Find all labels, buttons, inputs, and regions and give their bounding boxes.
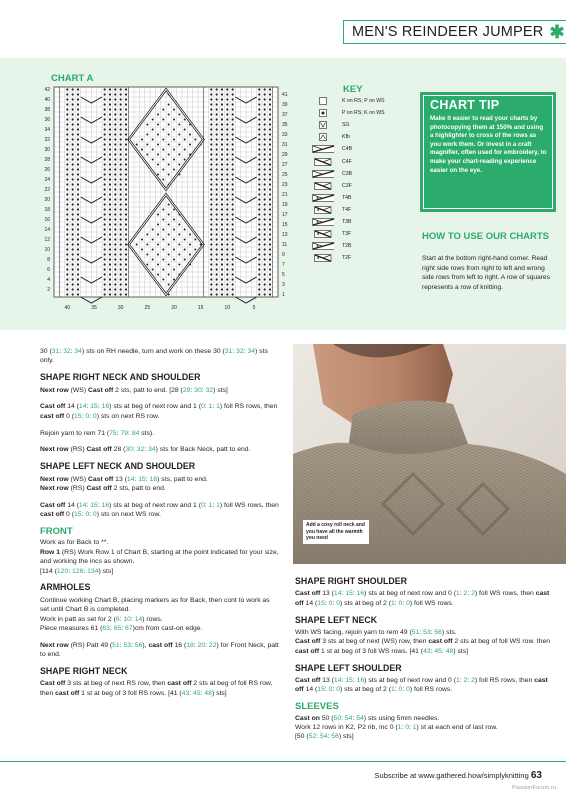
row-number-right: 3 [282, 282, 285, 289]
kfb-icon [312, 133, 334, 141]
key-item [312, 133, 350, 141]
section-heading: ARMHOLES [40, 582, 91, 593]
key-item [312, 145, 352, 153]
row-number-left: 16 [44, 217, 50, 224]
key-label: T2B [342, 243, 352, 250]
row-number-left: 10 [44, 247, 50, 254]
row-number-left: 6 [47, 267, 50, 274]
key-item [312, 97, 385, 105]
paragraph: Rejoin yarn to rem 71 (75: 79: 84 sts). [40, 429, 155, 437]
row-number-left: 4 [47, 277, 50, 284]
stitch-number: 15 [197, 305, 204, 311]
key-item [312, 218, 352, 226]
chart-tip-title: CHART TIP [430, 98, 500, 112]
row-number-right: 31 [282, 142, 288, 149]
paragraph: Continue working Chart B, placing markers as for Back, then cont to work as set until Chart B is completed. Work in patt as set for 2 (6: 10: 14) rows. Piece measures 61 (63: 65: 67)cm from cast-on edge. [40, 596, 270, 633]
paragraph: With WS facing, rejoin yarn to rem 49 (51: 53: 56) sts. Cast off 3 sts at beg of next (WS) row, then cast off 2 sts at beg of foll WS row. then cast off 1 st at beg of 3 foll WS rows. [41 (43: 45: 48) sts] [295, 629, 551, 655]
paragraph: Cast off 14 (14: 15: 16) sts at beg of next row and 1 (0: 1: 1) foll WS rows, then cast off 0 (15: 0: 0) sts on next WS row. [40, 501, 279, 519]
row-number-left: 28 [44, 157, 50, 164]
page-number: 63 [530, 770, 542, 781]
t3b-icon [312, 218, 334, 226]
key-item [312, 121, 350, 129]
key-label: C3F [342, 182, 352, 189]
key-label: T3B [342, 219, 352, 225]
key-item [312, 170, 352, 178]
row-number-left: 22 [44, 187, 50, 194]
row-number-right: 1 [282, 292, 285, 299]
row-number-left: 8 [47, 257, 50, 264]
key-item [312, 242, 352, 250]
instructions-right-column [295, 575, 553, 749]
c4f-icon [312, 158, 334, 166]
paragraph: Work as for Back to **. Row 1 (RS) Work Row 1 of Chart B, starting at the point indicated for your size, and working the incs as shown. [114 (120: 126: 134) sts] [40, 539, 279, 575]
paragraph: Next row (WS) Cast off 13 (14: 15: 16) sts, patt to end. Next row (RS) Cast off 2 sts, patt to end. [40, 475, 208, 493]
row-number-right: 9 [282, 252, 285, 259]
key-label: C4B [342, 146, 353, 153]
section-heading: SLEEVES [295, 701, 339, 713]
row-number-left: 2 [47, 287, 50, 294]
c3b-icon [312, 170, 334, 178]
c3f-icon [312, 182, 334, 190]
row-number-right: 15 [282, 222, 288, 229]
row-number-left: 42 [44, 87, 50, 94]
pattern-title: MEN'S REINDEER JUMPER [352, 24, 544, 40]
row-number-left: 18 [44, 207, 50, 214]
asterisk-icon: ✱ [549, 22, 565, 42]
row-number-right: 27 [282, 162, 288, 169]
row-number-right: 17 [282, 212, 288, 219]
key-label: T2F [342, 255, 352, 262]
stitch-number: 25 [144, 305, 151, 311]
dot-square-icon [312, 109, 334, 117]
section-heading: FRONT [40, 526, 73, 538]
key-label: Sl1 [342, 122, 350, 129]
row-number-right: 5 [282, 272, 285, 279]
key-item [312, 254, 351, 262]
key-item [312, 230, 351, 238]
key-label: C3B [342, 170, 353, 177]
t4b-icon [312, 194, 334, 202]
row-number-right: 29 [282, 152, 288, 159]
key-item [312, 182, 352, 190]
row-number-right: 7 [282, 262, 285, 269]
footer-rule [0, 761, 566, 762]
key-item [312, 194, 352, 202]
stitch-number: 10 [224, 305, 231, 311]
photo-caption: Add a cosy roll neck and you have all the warmth you need [303, 520, 369, 544]
row-number-left: 40 [44, 97, 50, 104]
row-number-right: 19 [282, 202, 288, 209]
instructions-left-column [40, 347, 280, 706]
t4f-icon [312, 206, 334, 214]
key-label: T3F [342, 231, 352, 238]
row-number-left: 38 [44, 107, 50, 114]
chart-tip-box [420, 92, 556, 212]
paragraph: Cast off 13 (14: 15: 16) sts at beg of next row and 0 (1: 2: 2) foll RS rows, then cast off 14 (15: 0: 0) sts at beg of 2 (1: 0: 0) foll RS rows. [295, 677, 548, 694]
row-number-left: 20 [44, 197, 50, 204]
paragraph: Next row (RS) Cast off 28 (30: 32: 34) sts for Back Neck, patt to end. [40, 446, 251, 454]
section-header [343, 20, 566, 44]
row-number-right: 35 [282, 122, 288, 129]
key-item [312, 109, 385, 117]
empty-square-icon [312, 97, 334, 105]
t2b-icon [312, 242, 334, 250]
row-number-right: 37 [282, 112, 288, 119]
row-number-left: 36 [44, 117, 50, 124]
row-number-right: 39 [282, 102, 288, 109]
row-number-right: 21 [282, 192, 288, 199]
section-heading: SHAPE LEFT SHOULDER [295, 662, 402, 673]
footer [375, 770, 542, 781]
paragraph: Cast off 3 sts at beg of next RS row, then cast off 2 sts at beg of foll RS row, then cast off 1 st at beg of 3 foll RS rows. [41 (43: 45: 48) sts] [40, 680, 273, 697]
key-label: T4F [342, 206, 352, 213]
key-label: C4F [342, 158, 352, 165]
paragraph: Cast off 13 (14: 15: 16) sts at beg of next row and 0 (1: 2: 2) foll WS rows, then cast off 14 (15: 0: 0) sts at beg of 2 (1: 0: 0) foll WS rows. [295, 590, 550, 607]
row-number-right: 41 [282, 92, 288, 99]
paragraph: 30 (31: 32: 34) sts on RH needle, turn and work on these 30 (31: 32: 34) sts only. [40, 348, 268, 365]
t2f-icon [312, 254, 334, 262]
paragraph: Cast off 14 (14: 15: 16) sts at beg of next row and 1 (0: 1: 1) foll RS rows, then cast off 0 (15: 0: 0) sts on next RS row. [40, 403, 278, 420]
paragraph: Cast on 50 (50: 54: 54) sts using 5mm needles. Work 12 rows in K2, P2 rib, inc 0 (1: 0: 1) st at each end of last row. [50 (52: 54: 56) sts] [295, 714, 498, 741]
key-item [312, 158, 352, 166]
row-number-left: 30 [44, 147, 50, 154]
key-label: P on RS; K on WS [342, 110, 385, 117]
paragraph: Next row (RS) Patt 49 (51: 53: 56), cast off 16 (18: 20: 22) for Front Neck, patt to end. [40, 641, 279, 659]
subscribe-link[interactable]: Subscribe at www.gathered.how/simplyknitting [374, 771, 529, 780]
section-heading: SHAPE RIGHT SHOULDER [295, 576, 407, 586]
key-label: T4B [342, 194, 352, 201]
paragraph: Next row (WS) Cast off 2 sts, patt to end. [28 (29: 30: 32) sts] [40, 386, 228, 394]
stitch-number: 30 [117, 305, 124, 311]
stitch-number: 20 [171, 305, 177, 311]
section-heading: SHAPE LEFT NECK [295, 614, 378, 625]
c4b-icon [312, 145, 334, 153]
section-heading: SHAPE RIGHT NECK AND SHOULDER [40, 372, 201, 383]
stitch-number: 5 [252, 305, 256, 311]
row-number-right: 13 [282, 232, 288, 239]
chart-tip-body: Make it easier to read your charts by photocopying them at 150% and using a highlighter to cross of the rows as you work them. Or invest in a craft magnifier, often used for embroidery, to make your chart-reading experience easier on the eye. [430, 115, 547, 174]
section-heading: SHAPE LEFT NECK AND SHOULDER [40, 461, 196, 472]
knitting-chart [36, 84, 298, 320]
chart-grid [54, 87, 278, 303]
section-heading: SHAPE RIGHT NECK [40, 666, 128, 677]
how-to-title: HOW TO USE OUR CHARTS [422, 231, 550, 242]
stitch-number: 40 [64, 305, 71, 311]
t3f-icon [312, 230, 334, 238]
chart-title: CHART A [51, 73, 94, 84]
key-title: KEY [343, 84, 363, 95]
row-number-left: 26 [44, 167, 50, 174]
row-number-left: 24 [44, 177, 50, 184]
row-number-left: 34 [44, 127, 50, 134]
row-number-right: 23 [282, 182, 288, 189]
row-number-right: 11 [282, 242, 288, 249]
slip-stitch-icon [312, 121, 334, 129]
row-number-left: 14 [44, 227, 50, 234]
key-item [312, 206, 351, 214]
how-to-body: Start at the bottom right-hand corner. Read right side rows from right to left and wrong side rows from left to right. A row of squares represents a row of knitting. [422, 255, 550, 291]
row-number-right: 25 [282, 172, 288, 179]
key-label: K on RS; P on WS [342, 98, 385, 104]
key-label: Kfb [342, 134, 350, 141]
stitch-number: 35 [91, 305, 97, 311]
row-number-left: 32 [44, 137, 50, 144]
row-number-left: 12 [44, 237, 50, 244]
watermark: PassionForum.ru [511, 785, 556, 791]
row-number-right: 33 [282, 132, 288, 139]
